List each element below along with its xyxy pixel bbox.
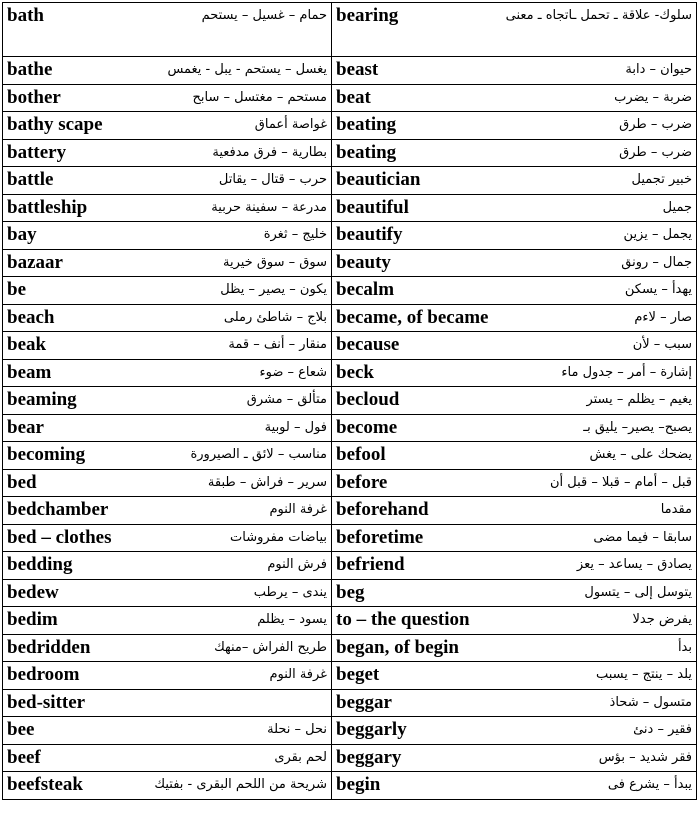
entry-cell-left: [3, 249, 332, 277]
english-term: beautician: [336, 169, 421, 190]
entry-cell-left: [3, 524, 332, 552]
entry-cell-right: [332, 3, 697, 57]
table-row: [3, 277, 697, 305]
arabic-translation: بلاج – شاطئ رملى: [223, 309, 327, 325]
entry-cell-left: [3, 277, 332, 305]
arabic-translation: غرفة النوم: [269, 502, 327, 517]
arabic-translation: يصبح– يصير– يليق بـ: [583, 419, 692, 435]
entry-cell-right: [332, 194, 697, 222]
arabic-translation: غرفة النوم: [269, 667, 327, 682]
arabic-translation: بياضات مفروشات: [230, 529, 327, 545]
arabic-translation: يسود – يظلم: [257, 612, 327, 627]
entry-cell-right: [332, 662, 697, 690]
arabic-translation: متسول – شحاذ: [609, 694, 692, 710]
entry-cell-right: [332, 524, 697, 552]
table-row: [3, 249, 697, 277]
table-row: [3, 524, 697, 552]
arabic-translation: يتوسل إلى – يتسول: [584, 584, 692, 600]
entry-cell-left: [3, 332, 332, 360]
table-row: [3, 607, 697, 635]
english-term: beaming: [7, 389, 77, 410]
table-row: [3, 442, 697, 470]
english-term: before: [336, 471, 388, 493]
english-term: beast: [336, 59, 379, 80]
arabic-translation: فقير – دنئ: [633, 722, 692, 737]
english-term: beck: [336, 361, 374, 383]
table-row: [3, 304, 697, 332]
table-row: [3, 662, 697, 690]
table-row: [3, 57, 697, 85]
table-row: [3, 3, 697, 57]
english-term: beget: [336, 664, 380, 685]
english-term: battery: [7, 141, 67, 163]
arabic-translation: مستحم – مغتسل – سابح: [192, 89, 327, 105]
english-term: becoming: [7, 444, 86, 465]
english-term: becalm: [336, 279, 395, 300]
arabic-translation: يكون – يصير – يظل: [220, 282, 327, 297]
english-term: beach: [7, 306, 55, 328]
english-term: because: [336, 334, 400, 355]
arabic-translation: حرب – قتال – يقاتل: [218, 172, 327, 187]
english-term: bedding: [7, 554, 73, 575]
entry-cell-right: [332, 139, 697, 167]
entry-cell-left: [3, 744, 332, 772]
table-row: [3, 579, 697, 607]
entry-cell-left: [3, 607, 332, 635]
english-term: began, of begin: [336, 636, 459, 658]
arabic-translation: ضرب – طرق: [619, 117, 692, 132]
entry-cell-right: [332, 277, 697, 305]
entry-cell-right: [332, 607, 697, 635]
arabic-translation: نحل – نحلة: [267, 722, 327, 737]
entry-cell-left: [3, 469, 332, 497]
arabic-translation: سرير – فراش – طبقة: [207, 474, 327, 490]
english-term: beauty: [336, 251, 391, 273]
table-row: [3, 112, 697, 140]
english-term: bazaar: [7, 251, 63, 273]
entry-cell-right: [332, 442, 697, 470]
dictionary-table: [2, 2, 697, 800]
arabic-translation: خليج – ثغرة: [263, 227, 327, 242]
entry-cell-left: [3, 772, 332, 800]
arabic-translation: مناسب – لائق ـ الصيرورة: [190, 447, 327, 462]
english-term: battleship: [7, 196, 88, 218]
english-term: beef: [7, 746, 41, 768]
arabic-translation: فقر شديد – بؤس: [598, 749, 692, 765]
entry-cell-left: [3, 552, 332, 580]
arabic-translation: فول – لوبية: [264, 419, 327, 435]
entry-cell-right: [332, 634, 697, 662]
table-row: [3, 414, 697, 442]
arabic-translation: يغسل – يستحم - يبل - يغمس: [167, 62, 327, 77]
arabic-translation: طريح الفراش –منهك: [214, 639, 327, 655]
english-term: beam: [7, 361, 52, 383]
entry-cell-right: [332, 387, 697, 415]
english-term: beforetime: [336, 526, 424, 548]
arabic-translation: يلد – ينتج – يسبب: [595, 667, 692, 682]
arabic-translation: يهدأ – يسكن: [624, 282, 692, 297]
entry-cell-right: [332, 689, 697, 717]
arabic-translation: جميل: [662, 199, 692, 215]
entry-cell-right: [332, 112, 697, 140]
entry-cell-left: [3, 387, 332, 415]
english-term: beg: [336, 581, 365, 603]
entry-cell-left: [3, 662, 332, 690]
english-term: beat: [336, 86, 371, 108]
english-term: bathy scape: [7, 114, 103, 135]
english-term: beforehand: [336, 499, 429, 520]
english-term: bay: [7, 224, 37, 245]
entry-cell-left: [3, 57, 332, 85]
arabic-translation: بدأ: [677, 639, 692, 655]
arabic-translation: سلوك- علاقة ـ تحمل ـاتجاه ـ معنى: [505, 8, 692, 23]
english-term: begin: [336, 774, 381, 795]
english-term: to – the question: [336, 609, 470, 630]
table-row: [3, 359, 697, 387]
arabic-translation: منقار – أنف – قمة: [228, 337, 327, 352]
entry-cell-left: [3, 222, 332, 250]
arabic-translation: حمام – غسيل – يستحم: [201, 8, 327, 23]
entry-cell-right: [332, 304, 697, 332]
entry-cell-right: [332, 249, 697, 277]
entry-cell-right: [332, 552, 697, 580]
english-term: becloud: [336, 389, 400, 410]
english-term: battle: [7, 169, 54, 190]
arabic-translation: جمال – رونق: [621, 254, 692, 270]
entry-cell-left: [3, 414, 332, 442]
table-row: [3, 139, 697, 167]
english-term: befriend: [336, 554, 405, 575]
arabic-translation: يغيم – يظلم – يستر: [586, 392, 692, 407]
entry-cell-left: [3, 717, 332, 745]
english-term: beggarly: [336, 719, 407, 740]
entry-cell-right: [332, 222, 697, 250]
arabic-translation: غواصة أعماق: [254, 117, 327, 132]
english-term: beautiful: [336, 196, 409, 218]
english-term: bed-sitter: [7, 691, 86, 713]
entry-cell-left: [3, 497, 332, 525]
arabic-translation: يفرض جدلا: [632, 612, 692, 627]
english-term: bath: [7, 5, 44, 26]
arabic-translation: يضحك على – يغش: [589, 447, 692, 462]
english-term: bedridden: [7, 636, 91, 658]
english-term: be: [7, 279, 26, 300]
arabic-translation: مقدما: [660, 502, 692, 517]
arabic-translation: يصادق – يساعد – يعز: [576, 557, 692, 572]
entry-cell-right: [332, 414, 697, 442]
table-row: [3, 332, 697, 360]
entry-cell-left: [3, 112, 332, 140]
entry-cell-right: [332, 57, 697, 85]
english-term: beggary: [336, 746, 402, 768]
table-row: [3, 167, 697, 195]
arabic-translation: بطارية – فرق مدفعية: [212, 144, 327, 160]
table-row: [3, 497, 697, 525]
table-row: [3, 744, 697, 772]
table-row: [3, 194, 697, 222]
entry-cell-left: [3, 634, 332, 662]
entry-cell-right: [332, 359, 697, 387]
english-term: bedim: [7, 609, 58, 630]
english-term: became, of became: [336, 306, 489, 328]
entry-cell-left: [3, 139, 332, 167]
arabic-translation: يبدأ – يشرع فى: [607, 777, 692, 792]
entry-cell-right: [332, 744, 697, 772]
arabic-translation: حيوان – دابة: [625, 62, 692, 77]
arabic-translation: متألق – مشرق: [246, 392, 327, 407]
arabic-translation: سوق – سوق خيرية: [222, 254, 327, 270]
entry-cell-right: [332, 497, 697, 525]
arabic-translation: مدرعة – سفينة حربية: [211, 199, 327, 215]
english-term: bathe: [7, 59, 53, 80]
arabic-translation: لحم بقرى: [274, 749, 327, 765]
english-term: beating: [336, 141, 397, 163]
english-term: bee: [7, 719, 35, 740]
arabic-translation: قبل – أمام – قبلا – قبل أن: [549, 474, 692, 490]
table-row: [3, 387, 697, 415]
entry-cell-left: [3, 3, 332, 57]
table-row: [3, 469, 697, 497]
arabic-translation: يجمل – يزين: [623, 227, 692, 242]
english-term: beating: [336, 114, 397, 135]
english-term: befool: [336, 444, 386, 465]
english-term: bed: [7, 471, 37, 493]
arabic-translation: يندى – يرطب: [253, 584, 327, 600]
english-term: beefsteak: [7, 774, 83, 795]
table-row: [3, 772, 697, 800]
table-row: [3, 689, 697, 717]
entry-cell-left: [3, 194, 332, 222]
table-row: [3, 717, 697, 745]
english-term: become: [336, 416, 398, 438]
entry-cell-right: [332, 332, 697, 360]
entry-cell-right: [332, 717, 697, 745]
arabic-translation: سبب – لأن: [632, 337, 692, 352]
table-row: [3, 552, 697, 580]
english-term: bedroom: [7, 664, 80, 685]
entry-cell-left: [3, 84, 332, 112]
entry-cell-left: [3, 579, 332, 607]
english-term: bearing: [336, 5, 399, 26]
table-row: [3, 222, 697, 250]
arabic-translation: إشارة – أمر – جدول ماء: [561, 364, 692, 380]
arabic-translation: سابقا – فيما مضى: [593, 529, 692, 545]
entry-cell-right: [332, 579, 697, 607]
entry-cell-right: [332, 469, 697, 497]
arabic-translation: شعاع – ضوء: [259, 364, 327, 380]
english-term: beak: [7, 334, 47, 355]
arabic-translation: فرش النوم: [267, 557, 327, 572]
arabic-translation: شريحة من اللحم البقرى - بفتيك: [154, 777, 327, 792]
entry-cell-left: [3, 304, 332, 332]
arabic-translation: خبير تجميل: [631, 172, 692, 187]
entry-cell-left: [3, 167, 332, 195]
english-term: bedew: [7, 581, 59, 603]
arabic-translation: ضربة – يضرب: [614, 89, 692, 105]
arabic-translation: صار – لاءم: [634, 309, 692, 325]
entry-cell-left: [3, 442, 332, 470]
table-row: [3, 634, 697, 662]
table-row: [3, 84, 697, 112]
arabic-translation: ضرب – طرق: [619, 144, 692, 160]
english-term: bed – clothes: [7, 526, 112, 548]
english-term: beautify: [336, 224, 403, 245]
entry-cell-left: [3, 359, 332, 387]
dictionary-body: [3, 3, 697, 800]
entry-cell-right: [332, 167, 697, 195]
english-term: bother: [7, 86, 61, 108]
entry-cell-right: [332, 772, 697, 800]
english-term: bear: [7, 416, 44, 438]
entry-cell-left: [3, 689, 332, 717]
english-term: beggar: [336, 691, 392, 713]
entry-cell-right: [332, 84, 697, 112]
english-term: bedchamber: [7, 499, 109, 520]
